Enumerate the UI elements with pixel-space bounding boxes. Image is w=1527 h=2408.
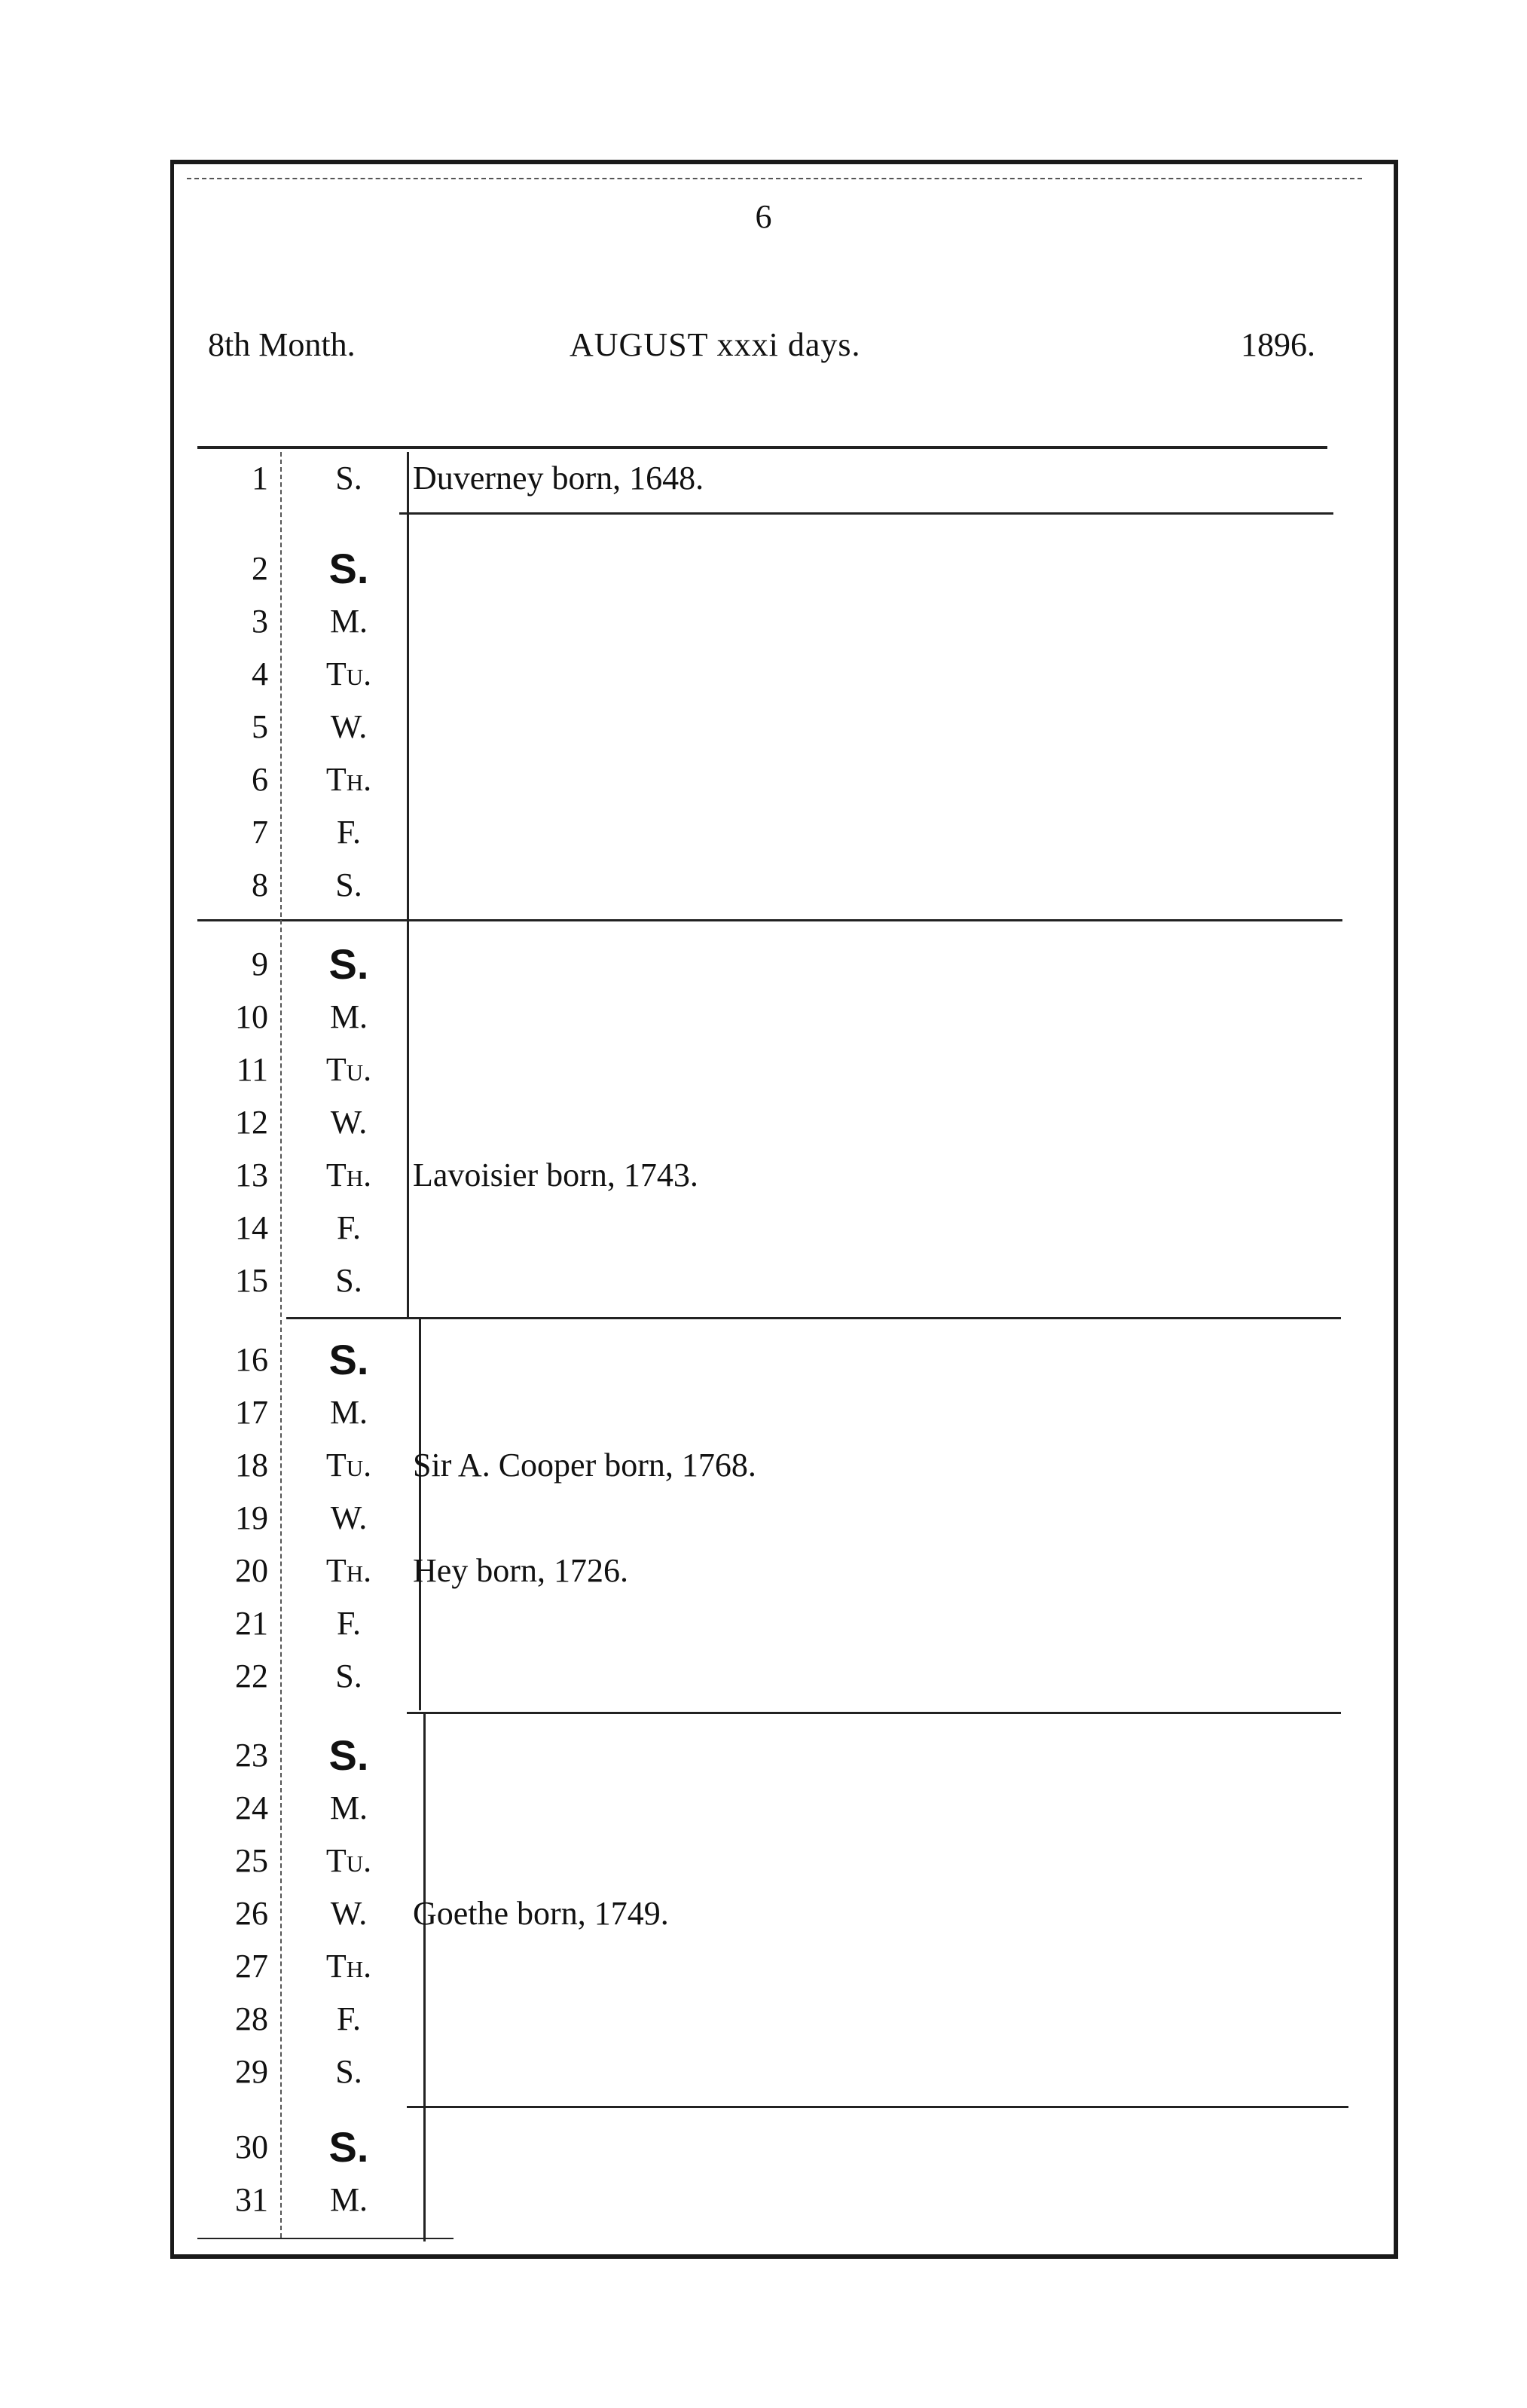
day-number: 12 — [235, 1104, 268, 1141]
day-number: 21 — [235, 1605, 268, 1642]
calendar-row — [194, 1386, 1324, 1439]
day-number: 5 — [252, 708, 268, 745]
day-number: 7 — [252, 814, 268, 851]
page-number: 6 — [755, 198, 772, 235]
inner-rule — [187, 178, 1362, 179]
calendar-row — [194, 1729, 1324, 1782]
day-number: 8 — [252, 866, 268, 903]
calendar-row — [194, 1254, 1324, 1307]
calendar-row — [194, 1096, 1324, 1149]
calendar-row — [194, 1835, 1324, 1887]
day-of-week: M. — [329, 998, 368, 1035]
day-of-week: W. — [330, 708, 368, 745]
day-of-week: S. — [328, 2123, 369, 2171]
calendar-row — [194, 1439, 1324, 1492]
day-of-week: Th. — [325, 761, 372, 798]
calendar-row — [194, 859, 1324, 912]
day-number: 4 — [252, 655, 268, 692]
day-of-week: Tu. — [325, 1447, 372, 1484]
calendar-row — [194, 1545, 1324, 1597]
day-of-week: F. — [337, 2000, 361, 2037]
day-of-week: S. — [328, 1336, 369, 1383]
calendar-row — [194, 1492, 1324, 1545]
calendar-row — [194, 806, 1324, 859]
day-of-week: S. — [335, 2053, 362, 2090]
day-of-week: M. — [329, 603, 368, 640]
calendar-row — [194, 648, 1324, 701]
day-number: 22 — [235, 1658, 268, 1694]
day-of-week: W. — [330, 1895, 368, 1932]
day-number: 25 — [235, 1842, 268, 1879]
day-of-week: F. — [337, 814, 361, 851]
event-text: Duverney born, 1648. — [413, 460, 704, 497]
day-of-week: W. — [330, 1499, 368, 1536]
month-title: AUGUST xxxi days. — [570, 326, 861, 363]
day-of-week: Tu. — [325, 1842, 372, 1879]
day-of-week: S. — [328, 1731, 369, 1779]
day-number: 16 — [235, 1341, 268, 1378]
calendar-header — [208, 325, 1315, 371]
day-number: 11 — [236, 1051, 268, 1088]
week-rule — [286, 1317, 1341, 1319]
event-text: Goethe born, 1749. — [413, 1895, 669, 1932]
day-number: 19 — [235, 1499, 268, 1536]
day-of-week: S. — [328, 940, 369, 988]
day-of-week: S. — [335, 866, 362, 903]
day-of-week: Th. — [325, 1948, 372, 1985]
day-of-week: Tu. — [325, 655, 372, 692]
month-label: 8th Month. — [208, 326, 356, 363]
event-text: Sir A. Cooper born, 1768. — [413, 1447, 756, 1484]
day-number: 1 — [252, 460, 268, 497]
day-number: 6 — [252, 761, 268, 798]
day-number: 27 — [235, 1948, 268, 1985]
calendar-row — [194, 1044, 1324, 1096]
week-rule — [399, 512, 1333, 515]
day-of-week: F. — [337, 1605, 361, 1642]
calendar-row — [194, 2174, 1324, 2226]
day-number: 9 — [252, 946, 268, 982]
calendar-row — [194, 753, 1324, 806]
calendar-row — [194, 1334, 1324, 1386]
calendar-row — [194, 2046, 1324, 2098]
calendar-row — [194, 1993, 1324, 2046]
calendar-row — [194, 1887, 1324, 1940]
day-number: 14 — [235, 1209, 268, 1246]
week-rule — [197, 2238, 454, 2239]
calendar-row — [194, 595, 1324, 648]
day-number: 28 — [235, 2000, 268, 2037]
day-of-week: S. — [335, 1262, 362, 1299]
day-number: 26 — [235, 1895, 268, 1932]
day-number: 13 — [235, 1157, 268, 1193]
calendar-row — [194, 938, 1324, 991]
day-of-week: M. — [329, 1394, 368, 1431]
day-of-week: F. — [337, 1209, 361, 1246]
calendar-row — [194, 1149, 1324, 1202]
calendar-row — [194, 1782, 1324, 1835]
calendar-row — [194, 1940, 1324, 1993]
day-of-week: S. — [335, 460, 362, 497]
day-number: 10 — [235, 998, 268, 1035]
day-of-week: S. — [328, 545, 369, 592]
day-of-week: M. — [329, 1789, 368, 1826]
day-number: 23 — [235, 1737, 268, 1774]
day-of-week: Tu. — [325, 1051, 372, 1088]
calendar-row — [194, 1650, 1324, 1703]
day-number: 30 — [235, 2128, 268, 2165]
calendar-row — [194, 991, 1324, 1044]
year-label: 1896. — [1241, 326, 1315, 363]
calendar-row — [194, 1597, 1324, 1650]
day-number: 2 — [252, 550, 268, 587]
day-number: 15 — [235, 1262, 268, 1299]
week-rule — [407, 1712, 1341, 1714]
day-of-week: W. — [330, 1104, 368, 1141]
week-rule — [407, 2106, 1348, 2108]
day-number: 3 — [252, 603, 268, 640]
day-number: 24 — [235, 1789, 268, 1826]
calendar-row — [194, 2121, 1324, 2174]
day-of-week: Th. — [325, 1552, 372, 1589]
calendar-row — [194, 542, 1324, 595]
week-rule — [197, 446, 1327, 449]
calendar-row — [194, 1202, 1324, 1254]
event-text: Lavoisier born, 1743. — [413, 1157, 698, 1193]
day-of-week: M. — [329, 2181, 368, 2218]
day-number: 18 — [235, 1447, 268, 1484]
event-text: Hey born, 1726. — [413, 1552, 628, 1589]
day-number: 20 — [235, 1552, 268, 1589]
day-of-week: Th. — [325, 1157, 372, 1193]
day-number: 17 — [235, 1394, 268, 1431]
calendar-row — [194, 452, 1324, 505]
day-of-week: S. — [335, 1658, 362, 1694]
day-number: 31 — [235, 2181, 268, 2218]
day-number: 29 — [235, 2053, 268, 2090]
week-rule — [197, 919, 1342, 921]
calendar-row — [194, 701, 1324, 753]
